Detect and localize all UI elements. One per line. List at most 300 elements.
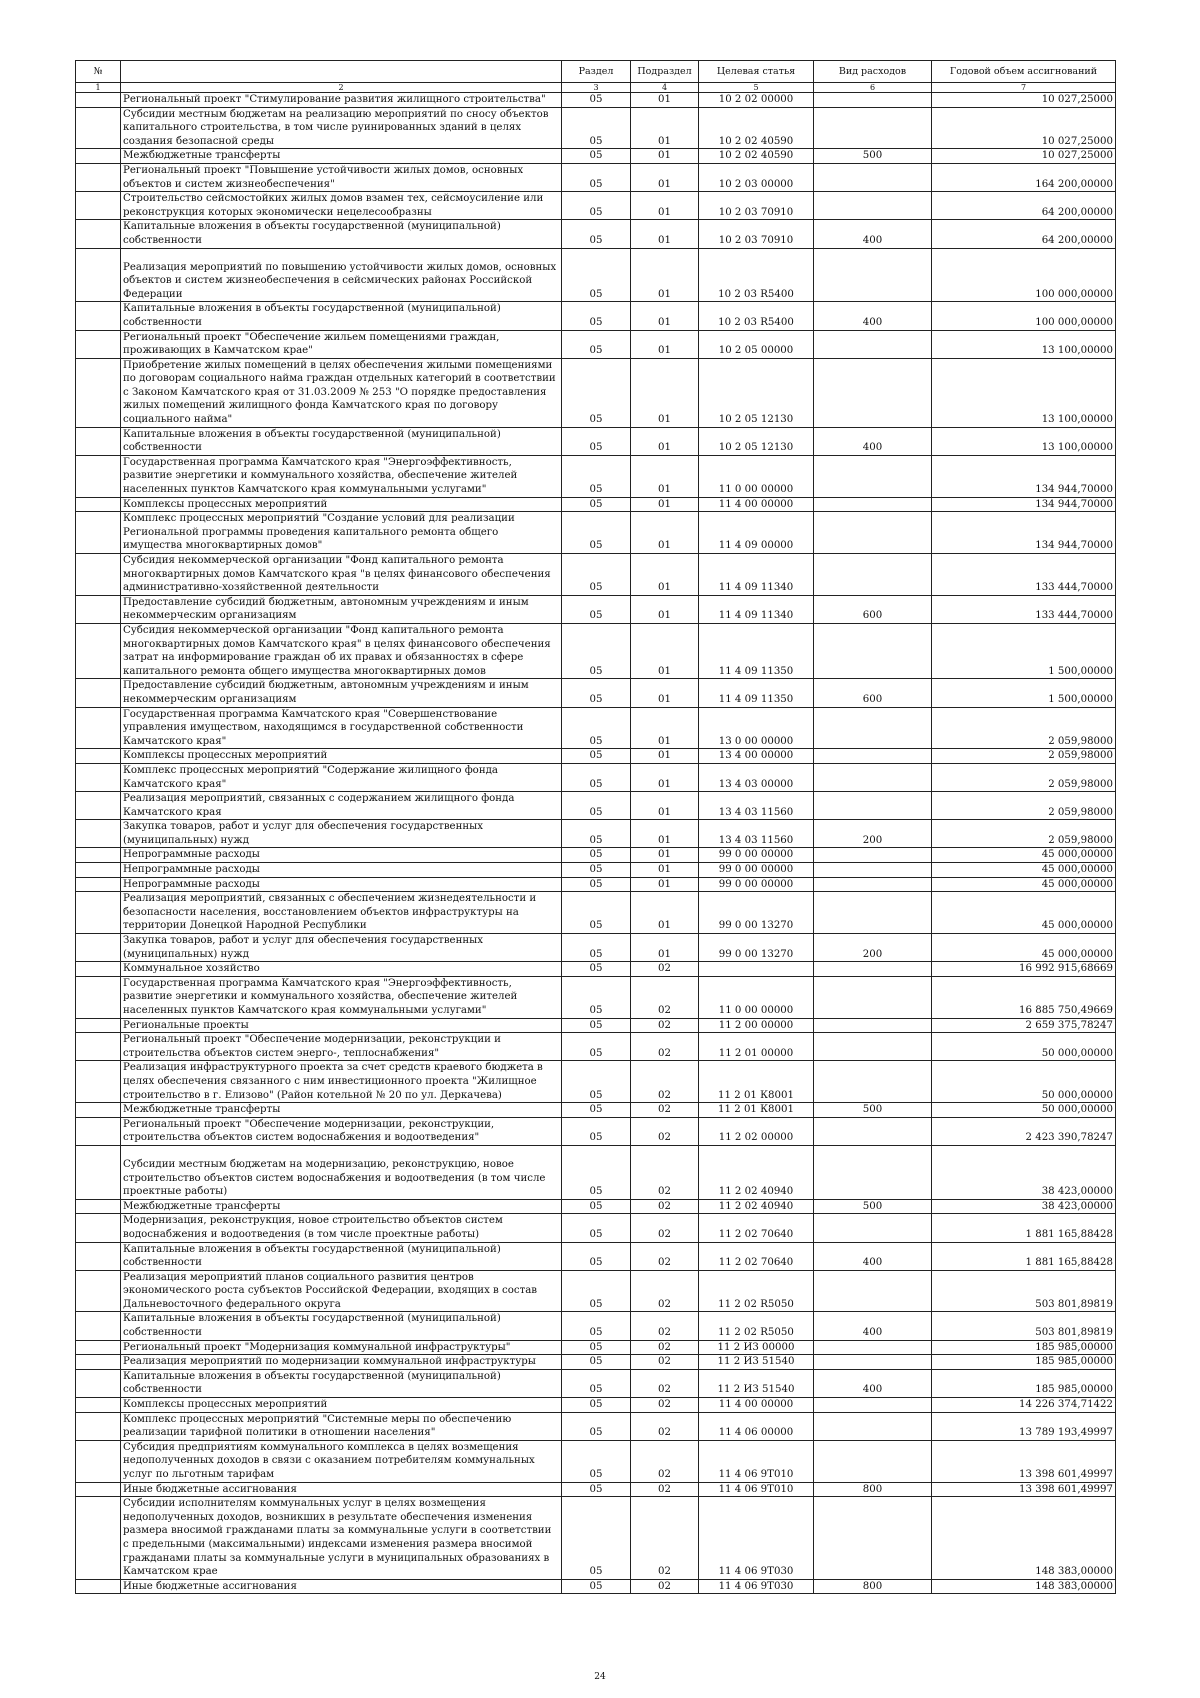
row-name: Субсидия некоммерческой организации "Фонд капитального ремонта многоквартирных домов Камчатского края "в целях финансового обеспечения административно-хозяйственной деятельности (121, 554, 562, 596)
row-amount: 10 027,25000 (932, 149, 1116, 164)
row-vr (814, 1018, 932, 1033)
row-number-cell (76, 1270, 121, 1312)
row-vr (814, 455, 932, 497)
row-name: Капитальные вложения в объекты государственной (муниципальной) собственности (121, 427, 562, 455)
row-number-cell (76, 1033, 121, 1061)
row-podrazdel: 01 (631, 623, 699, 678)
row-podrazdel: 02 (631, 1018, 699, 1033)
table-row (76, 93, 1116, 108)
row-csr: 11 2 01 К8001 (699, 1061, 814, 1103)
row-amount: 45 000,00000 (932, 877, 1116, 892)
row-name: Государственная программа Камчатского края "Энергоэффективность, развитие энергетики и коммунального хозяйства, обеспечение жителей населенных пунктов Камчатского края коммунальными услугами" (121, 976, 562, 1018)
row-podrazdel: 02 (631, 1440, 699, 1482)
row-csr: 11 4 06 9Т030 (699, 1497, 814, 1580)
row-razdel: 05 (562, 1103, 631, 1118)
row-vr: 400 (814, 1369, 932, 1397)
row-number-cell (76, 792, 121, 820)
row-number-cell (76, 220, 121, 248)
row-vr (814, 1355, 932, 1370)
row-razdel: 05 (562, 1242, 631, 1270)
row-csr: 11 2 И3 51540 (699, 1369, 814, 1397)
header-vr: Вид расходов (814, 61, 932, 83)
row-csr: 11 4 06 9Т010 (699, 1482, 814, 1497)
row-podrazdel: 02 (631, 1579, 699, 1594)
row-razdel: 05 (562, 976, 631, 1018)
row-razdel: 05 (562, 877, 631, 892)
row-razdel: 05 (562, 863, 631, 878)
row-podrazdel: 01 (631, 848, 699, 863)
row-podrazdel: 01 (631, 763, 699, 791)
row-name: Комплекс процессных мероприятий "Содержание жилищного фонда Камчатского края" (121, 763, 562, 791)
row-vr: 400 (814, 1242, 932, 1270)
row-vr: 500 (814, 1199, 932, 1214)
row-vr (814, 623, 932, 678)
table-row (76, 1214, 1116, 1242)
row-vr (814, 749, 932, 764)
row-name: Модернизация, реконструкция, новое строительство объектов систем водоснабжения и водоотведения (в том числе проектные работы) (121, 1214, 562, 1242)
row-podrazdel: 02 (631, 1270, 699, 1312)
row-number-cell (76, 192, 121, 220)
row-razdel: 05 (562, 749, 631, 764)
row-csr: 11 4 00 00000 (699, 1398, 814, 1413)
table-row (76, 1145, 1116, 1199)
row-name: Региональные проекты (121, 1018, 562, 1033)
row-amount: 10 027,25000 (932, 93, 1116, 108)
row-razdel: 05 (562, 763, 631, 791)
row-vr (814, 877, 932, 892)
row-amount: 2 059,98000 (932, 792, 1116, 820)
row-vr (814, 93, 932, 108)
row-name: Иные бюджетные ассигнования (121, 1579, 562, 1594)
row-csr: 99 0 00 00000 (699, 863, 814, 878)
table-row (76, 749, 1116, 764)
table-row (76, 554, 1116, 596)
row-csr: 13 4 00 00000 (699, 749, 814, 764)
row-number-cell (76, 1355, 121, 1370)
row-amount: 13 100,00000 (932, 427, 1116, 455)
table-row (76, 1117, 1116, 1145)
row-podrazdel: 02 (631, 1214, 699, 1242)
row-razdel: 05 (562, 1199, 631, 1214)
row-csr: 11 4 09 00000 (699, 512, 814, 554)
row-amount: 503 801,89819 (932, 1270, 1116, 1312)
table-row (76, 427, 1116, 455)
row-amount: 100 000,00000 (932, 248, 1116, 302)
row-podrazdel: 01 (631, 330, 699, 358)
row-vr (814, 863, 932, 878)
row-csr: 11 4 09 11340 (699, 595, 814, 623)
row-vr (814, 962, 932, 977)
row-name: Субсидия некоммерческой организации "Фонд капитального ремонта многоквартирных домов Камчатского края" в целях финансового обеспечения затрат на информирование граждан об их правах и обязанностях в сфере капитального ремонта общего имущества многоквартирных домов (121, 623, 562, 678)
row-number-cell (76, 248, 121, 302)
row-amount: 45 000,00000 (932, 892, 1116, 934)
row-number-cell (76, 1214, 121, 1242)
row-razdel: 05 (562, 1440, 631, 1482)
row-name: Региональный проект "Обеспечение модернизации, реконструкции и строительства объектов систем энерго-, теплоснабжения" (121, 1033, 562, 1061)
row-amount: 64 200,00000 (932, 192, 1116, 220)
row-vr: 500 (814, 1103, 932, 1118)
row-csr: 11 0 00 00000 (699, 976, 814, 1018)
table-row (76, 1369, 1116, 1397)
row-razdel: 05 (562, 595, 631, 623)
row-podrazdel: 02 (631, 1061, 699, 1103)
table-row (76, 330, 1116, 358)
row-number-cell (76, 302, 121, 330)
row-vr (814, 892, 932, 934)
row-name: Предоставление субсидий бюджетным, автономным учреждениям и иным некоммерческим организациям (121, 595, 562, 623)
table-row (76, 892, 1116, 934)
table-row (76, 149, 1116, 164)
row-name: Комплексы процессных мероприятий (121, 497, 562, 512)
budget-sheet (75, 60, 1115, 1594)
row-vr (814, 1033, 932, 1061)
row-amount: 1 881 165,88428 (932, 1214, 1116, 1242)
table-row (76, 623, 1116, 678)
table-body (76, 93, 1116, 1594)
table-row (76, 1412, 1116, 1440)
row-razdel: 05 (562, 962, 631, 977)
row-podrazdel: 01 (631, 497, 699, 512)
row-csr: 99 0 00 13270 (699, 934, 814, 962)
row-name: Региональный проект "Стимулирование развития жилищного строительства" (121, 93, 562, 108)
row-name: Капитальные вложения в объекты государственной (муниципальной) собственности (121, 1369, 562, 1397)
row-razdel: 05 (562, 1412, 631, 1440)
row-podrazdel: 01 (631, 149, 699, 164)
row-razdel: 05 (562, 330, 631, 358)
row-csr: 10 2 03 R5400 (699, 248, 814, 302)
row-razdel: 05 (562, 358, 631, 427)
row-razdel: 05 (562, 1270, 631, 1312)
row-number-cell (76, 427, 121, 455)
row-csr: 11 0 00 00000 (699, 455, 814, 497)
row-podrazdel: 02 (631, 962, 699, 977)
row-csr: 11 4 09 11350 (699, 623, 814, 678)
table-row (76, 595, 1116, 623)
row-number-cell (76, 107, 121, 149)
row-vr: 600 (814, 679, 932, 707)
row-number-cell (76, 512, 121, 554)
row-razdel: 05 (562, 892, 631, 934)
table-row (76, 1340, 1116, 1355)
row-podrazdel: 02 (631, 1033, 699, 1061)
header-csr: Целевая статья (699, 61, 814, 83)
row-number-cell (76, 707, 121, 749)
row-amount: 2 059,98000 (932, 763, 1116, 791)
row-razdel: 05 (562, 149, 631, 164)
row-name: Комплексы процессных мероприятий (121, 749, 562, 764)
row-name: Капитальные вложения в объекты государственной (муниципальной) собственности (121, 302, 562, 330)
row-podrazdel: 01 (631, 455, 699, 497)
row-vr (814, 1412, 932, 1440)
row-name: Закупка товаров, работ и услуг для обеспечения государственных (муниципальных) нужд (121, 934, 562, 962)
row-razdel: 05 (562, 1061, 631, 1103)
table-row (76, 192, 1116, 220)
row-vr (814, 707, 932, 749)
row-name: Капитальные вложения в объекты государственной (муниципальной) собственности (121, 220, 562, 248)
row-csr: 13 4 03 00000 (699, 763, 814, 791)
row-vr: 800 (814, 1579, 932, 1594)
row-razdel: 05 (562, 1018, 631, 1033)
table-row (76, 848, 1116, 863)
row-name: Межбюджетные трансферты (121, 149, 562, 164)
row-podrazdel: 01 (631, 302, 699, 330)
row-razdel: 05 (562, 1312, 631, 1340)
row-razdel: 05 (562, 848, 631, 863)
row-csr: 99 0 00 00000 (699, 877, 814, 892)
row-razdel: 05 (562, 248, 631, 302)
table-row (76, 1440, 1116, 1482)
row-csr: 11 2 02 R5050 (699, 1270, 814, 1312)
row-vr (814, 107, 932, 149)
row-name: Комплекс процессных мероприятий "Системные меры по обеспечению реализации тарифной политики в отношении населения" (121, 1412, 562, 1440)
row-vr (814, 1440, 932, 1482)
row-number-cell (76, 358, 121, 427)
row-razdel: 05 (562, 1497, 631, 1580)
row-amount: 13 398 601,49997 (932, 1440, 1116, 1482)
header-no: № (76, 61, 121, 83)
table-row (76, 1497, 1116, 1580)
row-name: Предоставление субсидий бюджетным, автономным учреждениям и иным некоммерческим организациям (121, 679, 562, 707)
row-razdel: 05 (562, 220, 631, 248)
row-csr: 11 2 02 70640 (699, 1214, 814, 1242)
row-podrazdel: 01 (631, 192, 699, 220)
row-podrazdel: 01 (631, 820, 699, 848)
row-name: Межбюджетные трансферты (121, 1199, 562, 1214)
row-podrazdel: 01 (631, 358, 699, 427)
row-vr: 800 (814, 1482, 932, 1497)
row-number-cell (76, 1497, 121, 1580)
row-amount: 148 383,00000 (932, 1579, 1116, 1594)
row-amount: 134 944,70000 (932, 497, 1116, 512)
row-number-cell (76, 892, 121, 934)
row-name: Иные бюджетные ассигнования (121, 1482, 562, 1497)
row-razdel: 05 (562, 1579, 631, 1594)
row-number-cell (76, 1103, 121, 1118)
row-vr: 400 (814, 1312, 932, 1340)
column-number: 5 (699, 83, 814, 93)
row-csr: 13 4 03 11560 (699, 792, 814, 820)
row-number-cell (76, 820, 121, 848)
row-number-cell (76, 93, 121, 108)
row-csr: 11 4 09 11340 (699, 554, 814, 596)
row-name: Комплекс процессных мероприятий "Создание условий для реализации Региональной программы проведения капитального ремонта общего имущества многоквартирных домов" (121, 512, 562, 554)
row-number-cell (76, 1312, 121, 1340)
table-row (76, 707, 1116, 749)
row-vr (814, 163, 932, 191)
row-amount: 50 000,00000 (932, 1033, 1116, 1061)
row-vr (814, 792, 932, 820)
row-amount: 50 000,00000 (932, 1061, 1116, 1103)
row-podrazdel: 02 (631, 1103, 699, 1118)
row-amount: 38 423,00000 (932, 1145, 1116, 1199)
row-podrazdel: 01 (631, 892, 699, 934)
row-amount: 38 423,00000 (932, 1199, 1116, 1214)
table-row (76, 679, 1116, 707)
row-name: Государственная программа Камчатского края "Совершенствование управления имуществом, находящимся в государственной собственности Камчатского края" (121, 707, 562, 749)
row-amount: 50 000,00000 (932, 1103, 1116, 1118)
row-csr: 11 2 01 00000 (699, 1033, 814, 1061)
row-csr: 11 4 06 9Т010 (699, 1440, 814, 1482)
row-csr: 11 2 02 40940 (699, 1145, 814, 1199)
row-podrazdel: 01 (631, 107, 699, 149)
row-csr: 99 0 00 13270 (699, 892, 814, 934)
row-podrazdel: 01 (631, 595, 699, 623)
column-number: 7 (932, 83, 1116, 93)
row-podrazdel: 01 (631, 554, 699, 596)
table-row (76, 962, 1116, 977)
row-csr: 11 2 00 00000 (699, 1018, 814, 1033)
table-row (76, 1270, 1116, 1312)
row-csr: 11 4 06 00000 (699, 1412, 814, 1440)
row-number-cell (76, 554, 121, 596)
row-name: Субсидии местным бюджетам на реализацию мероприятий по сносу объектов капитального строительства, в том числе руинированных зданий в целях создания безопасной среды (121, 107, 562, 149)
table-row (76, 1398, 1116, 1413)
table-row (76, 1355, 1116, 1370)
row-csr: 11 2 02 00000 (699, 1117, 814, 1145)
row-amount: 2 059,98000 (932, 749, 1116, 764)
row-amount: 185 985,00000 (932, 1355, 1116, 1370)
row-amount: 185 985,00000 (932, 1369, 1116, 1397)
row-number-cell (76, 330, 121, 358)
row-razdel: 05 (562, 497, 631, 512)
row-vr (814, 497, 932, 512)
row-amount: 2 059,98000 (932, 707, 1116, 749)
row-vr: 500 (814, 149, 932, 164)
row-number-cell (76, 1579, 121, 1594)
row-razdel: 05 (562, 792, 631, 820)
row-csr: 10 2 05 12130 (699, 358, 814, 427)
row-podrazdel: 01 (631, 93, 699, 108)
row-amount: 13 398 601,49997 (932, 1482, 1116, 1497)
row-vr (814, 192, 932, 220)
header-razdel: Раздел (562, 61, 631, 83)
row-podrazdel: 01 (631, 792, 699, 820)
row-razdel: 05 (562, 93, 631, 108)
row-razdel: 05 (562, 427, 631, 455)
table-row (76, 792, 1116, 820)
table-row (76, 1579, 1116, 1594)
row-name: Закупка товаров, работ и услуг для обеспечения государственных (муниципальных) нужд (121, 820, 562, 848)
row-amount: 13 100,00000 (932, 330, 1116, 358)
row-razdel: 05 (562, 1355, 631, 1370)
row-name: Региональный проект "Повышение устойчивости жилых домов, основных объектов и систем жизнеобеспечения" (121, 163, 562, 191)
row-name: Реализация мероприятий планов социального развития центров экономического роста субъектов Российской Федерации, входящих в состав Дальневосточного федерального округа (121, 1270, 562, 1312)
row-amount: 10 027,25000 (932, 107, 1116, 149)
row-number-cell (76, 934, 121, 962)
row-name: Непрограммные расходы (121, 877, 562, 892)
budget-table (75, 60, 1116, 1594)
row-amount: 64 200,00000 (932, 220, 1116, 248)
row-csr: 11 2 02 R5050 (699, 1312, 814, 1340)
row-vr (814, 1145, 932, 1199)
table-row (76, 1061, 1116, 1103)
column-number: 2 (121, 83, 562, 93)
row-vr (814, 248, 932, 302)
row-amount: 45 000,00000 (932, 934, 1116, 962)
row-amount: 13 789 193,49997 (932, 1412, 1116, 1440)
row-name: Региональный проект "Обеспечение модернизации, реконструкции, строительства объектов систем водоснабжения и водоотведения" (121, 1117, 562, 1145)
row-number-cell (76, 1199, 121, 1214)
row-name: Субсидии местным бюджетам на модернизацию, реконструкцию, новое строительство объектов систем водоснабжения и водоотведения (в том числе проектные работы) (121, 1145, 562, 1199)
row-razdel: 05 (562, 623, 631, 678)
row-razdel: 05 (562, 554, 631, 596)
row-amount: 16 885 750,49669 (932, 976, 1116, 1018)
row-amount: 503 801,89819 (932, 1312, 1116, 1340)
row-number-cell (76, 163, 121, 191)
row-podrazdel: 02 (631, 1242, 699, 1270)
row-csr: 10 2 02 40590 (699, 149, 814, 164)
header-amount: Годовой объем ассигнований (932, 61, 1116, 83)
row-number-cell (76, 595, 121, 623)
row-csr: 10 2 05 00000 (699, 330, 814, 358)
table-row (76, 1312, 1116, 1340)
row-razdel: 05 (562, 192, 631, 220)
row-vr (814, 1270, 932, 1312)
row-number-cell (76, 149, 121, 164)
row-podrazdel: 02 (631, 1398, 699, 1413)
row-name: Капитальные вложения в объекты государственной (муниципальной) собственности (121, 1312, 562, 1340)
row-podrazdel: 01 (631, 707, 699, 749)
table-row (76, 976, 1116, 1018)
row-razdel: 05 (562, 1145, 631, 1199)
row-podrazdel: 01 (631, 749, 699, 764)
row-vr (814, 554, 932, 596)
row-amount: 2 659 375,78247 (932, 1018, 1116, 1033)
column-numbers-row (76, 83, 1116, 93)
row-razdel: 05 (562, 1482, 631, 1497)
row-csr: 11 4 09 11350 (699, 679, 814, 707)
row-podrazdel: 02 (631, 1312, 699, 1340)
row-amount: 13 100,00000 (932, 358, 1116, 427)
row-amount: 164 200,00000 (932, 163, 1116, 191)
row-razdel: 05 (562, 1340, 631, 1355)
row-csr: 11 2 01 К8001 (699, 1103, 814, 1118)
row-podrazdel: 01 (631, 679, 699, 707)
row-csr: 11 2 И3 00000 (699, 1340, 814, 1355)
column-number: 3 (562, 83, 631, 93)
row-podrazdel: 02 (631, 1340, 699, 1355)
table-row (76, 1103, 1116, 1118)
row-vr: 600 (814, 595, 932, 623)
row-amount: 148 383,00000 (932, 1497, 1116, 1580)
row-number-cell (76, 1117, 121, 1145)
row-csr: 10 2 03 R5400 (699, 302, 814, 330)
row-name: Субсидия предприятиям коммунального комплекса в целях возмещения недополученных доходов в связи с оказанием потребителям коммунальных услуг по льготным тарифам (121, 1440, 562, 1482)
row-name: Непрограммные расходы (121, 863, 562, 878)
table-row (76, 1199, 1116, 1214)
row-number-cell (76, 1145, 121, 1199)
row-razdel: 05 (562, 679, 631, 707)
row-csr: 11 4 00 00000 (699, 497, 814, 512)
row-amount: 1 881 165,88428 (932, 1242, 1116, 1270)
row-number-cell (76, 1440, 121, 1482)
row-amount: 14 226 374,71422 (932, 1398, 1116, 1413)
row-csr: 13 4 03 11560 (699, 820, 814, 848)
row-podrazdel: 02 (631, 1482, 699, 1497)
row-podrazdel: 02 (631, 1412, 699, 1440)
row-name: Приобретение жилых помещений в целях обеспечения жилыми помещениями по договорам социального найма граждан отдельных категорий в соответствии с Законом Камчатского края от 31.03.2009 № 253 "О порядке предоставления жилых помещений жилищного фонда Камчатского края по договору социального найма" (121, 358, 562, 427)
row-vr (814, 512, 932, 554)
table-row (76, 1018, 1116, 1033)
row-name: Межбюджетные трансферты (121, 1103, 562, 1118)
row-name: Коммунальное хозяйство (121, 962, 562, 977)
header-name (121, 61, 562, 83)
row-razdel: 05 (562, 1214, 631, 1242)
table-row (76, 820, 1116, 848)
row-number-cell (76, 763, 121, 791)
row-amount: 100 000,00000 (932, 302, 1116, 330)
table-row (76, 497, 1116, 512)
